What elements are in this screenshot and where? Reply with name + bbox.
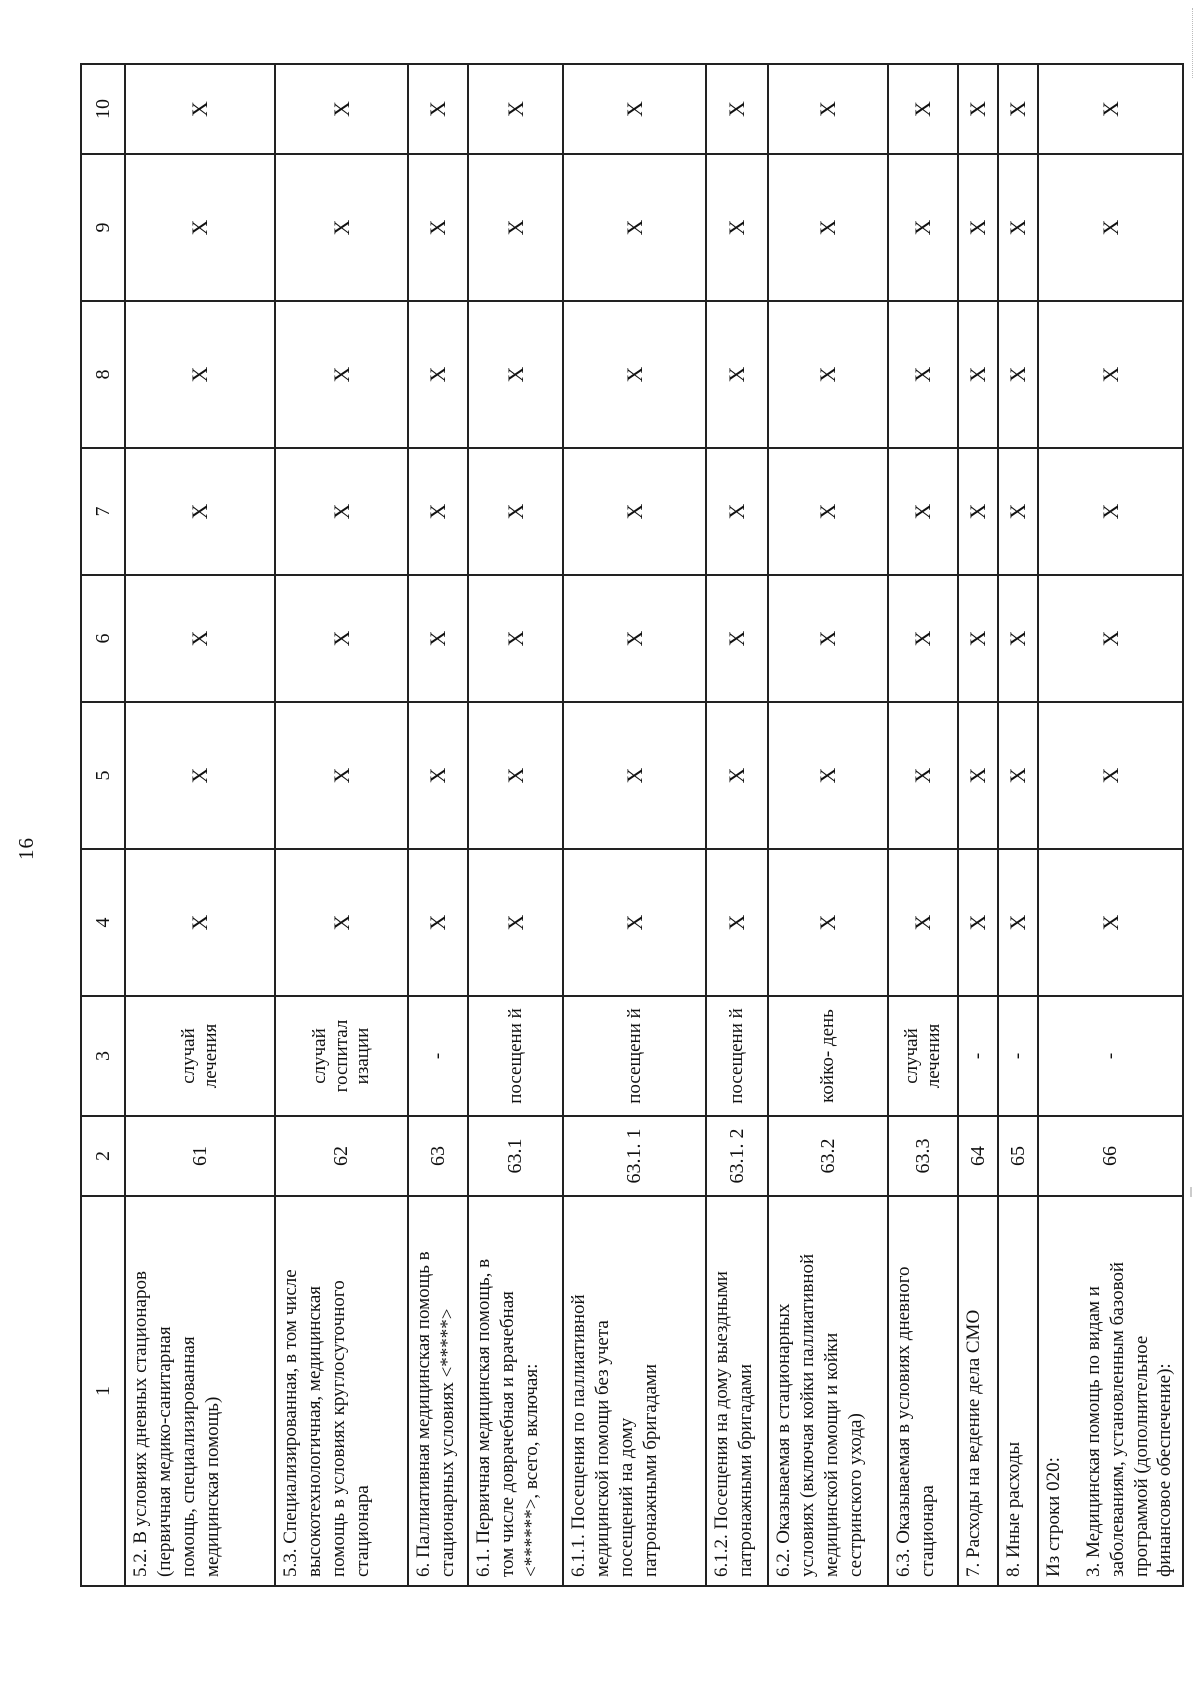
not-applicable-cell: X: [275, 301, 408, 448]
not-applicable-cell: X: [408, 849, 468, 996]
not-applicable-cell: X: [468, 575, 563, 702]
table-row: [125, 64, 275, 1586]
not-applicable-cell: X: [408, 448, 468, 575]
row-code-cell: 63.2: [768, 1116, 888, 1196]
row-name-line: условиях (включая койки паллиативной: [796, 1253, 818, 1577]
not-applicable-cell: X: [468, 64, 563, 154]
row-name-line: 6.1.1. Посещения по паллиативной: [568, 1294, 589, 1577]
not-applicable-cell: X: [768, 702, 888, 849]
row-code-cell: 63: [408, 1116, 468, 1196]
row-name-line: 6. Паллиативная медицинская помощь в: [413, 1251, 434, 1577]
row-code-cell: 66: [1038, 1116, 1183, 1196]
table-row: [468, 64, 563, 1586]
row-name-cell: [958, 1196, 998, 1586]
row-name-line: патронажными бригадами: [734, 1363, 756, 1577]
page-number: 16: [14, 837, 38, 860]
not-applicable-cell: X: [275, 849, 408, 996]
not-applicable-cell: X: [768, 64, 888, 154]
row-unit-cell: койко- день: [768, 996, 888, 1116]
row-name-line: финансовое обеспечение):: [1154, 1363, 1176, 1577]
not-applicable-cell: X: [998, 849, 1038, 996]
not-applicable-cell: X: [563, 702, 706, 849]
not-applicable-cell: X: [958, 448, 998, 575]
row-name-cell: [563, 1196, 706, 1586]
table-row: [275, 64, 408, 1586]
not-applicable-cell: X: [888, 849, 958, 996]
column-header: 6: [81, 575, 125, 702]
not-applicable-cell: X: [998, 575, 1038, 702]
not-applicable-cell: X: [888, 64, 958, 154]
row-code-cell: 63.1: [468, 1116, 563, 1196]
not-applicable-cell: X: [1038, 301, 1183, 448]
row-code-cell: 64: [958, 1116, 998, 1196]
row-name-line: сестринского ухода): [844, 1413, 866, 1577]
row-name-line: 6.1. Первичная медицинская помощь, в: [473, 1258, 494, 1577]
not-applicable-cell: X: [1038, 154, 1183, 301]
row-unit-cell: посещени й: [563, 996, 706, 1116]
not-applicable-cell: X: [768, 849, 888, 996]
table-row: [563, 64, 706, 1586]
row-code-cell: 63.1. 2: [706, 1116, 768, 1196]
row-name-cell: [706, 1196, 768, 1586]
column-header: 3: [81, 996, 125, 1116]
row-name-line: 3. Медицинская помощь по видам и: [1082, 1286, 1104, 1577]
not-applicable-cell: X: [408, 154, 468, 301]
table-row: [768, 64, 888, 1586]
scan-artifact: [1190, 1187, 1192, 1197]
table-row: [1038, 64, 1183, 1586]
row-name-cell: [275, 1196, 408, 1586]
row-name-cell: [768, 1196, 888, 1586]
column-header: 9: [81, 154, 125, 301]
not-applicable-cell: X: [275, 702, 408, 849]
column-header: 8: [81, 301, 125, 448]
not-applicable-cell: X: [958, 575, 998, 702]
not-applicable-cell: X: [563, 575, 706, 702]
not-applicable-cell: X: [125, 849, 275, 996]
not-applicable-cell: X: [958, 849, 998, 996]
not-applicable-cell: X: [888, 154, 958, 301]
row-name-line: помощь в условиях круглосуточного: [327, 1280, 349, 1577]
data-table: [80, 63, 1184, 1587]
not-applicable-cell: X: [998, 448, 1038, 575]
not-applicable-cell: X: [468, 154, 563, 301]
not-applicable-cell: X: [468, 849, 563, 996]
row-unit-cell: случай госпитал изации: [275, 996, 408, 1116]
not-applicable-cell: X: [125, 154, 275, 301]
row-name-cell: [408, 1196, 468, 1586]
not-applicable-cell: X: [275, 154, 408, 301]
row-unit-cell: посещени й: [468, 996, 563, 1116]
row-unit-cell: -: [408, 996, 468, 1116]
row-name-line: стационарных условиях <*****>: [436, 1308, 458, 1577]
not-applicable-cell: X: [706, 849, 768, 996]
row-name-line: медицинской помощи и койки: [820, 1332, 842, 1577]
row-name-cell: [468, 1196, 563, 1586]
not-applicable-cell: X: [408, 64, 468, 154]
row-name-line: высокотехнологичная, медицинская: [303, 1285, 325, 1577]
row-unit-cell: случай лечения: [125, 996, 275, 1116]
row-name-line: стационара: [351, 1485, 373, 1577]
not-applicable-cell: X: [1038, 64, 1183, 154]
not-applicable-cell: X: [468, 448, 563, 575]
not-applicable-cell: X: [275, 448, 408, 575]
row-name-line: 6.2. Оказываемая в стационарных: [773, 1303, 794, 1577]
not-applicable-cell: X: [1038, 448, 1183, 575]
row-name-line: медицинская помощь): [201, 1396, 223, 1577]
not-applicable-cell: X: [888, 448, 958, 575]
row-name-line: <******>, всего, включая:: [520, 1363, 542, 1577]
column-header: 1: [81, 1196, 125, 1586]
not-applicable-cell: X: [468, 702, 563, 849]
not-applicable-cell: X: [958, 301, 998, 448]
row-code-cell: 65: [998, 1116, 1038, 1196]
not-applicable-cell: X: [998, 154, 1038, 301]
not-applicable-cell: X: [1038, 702, 1183, 849]
not-applicable-cell: X: [125, 575, 275, 702]
row-name-line: Из строки 020:: [1043, 1457, 1064, 1577]
table-row: [706, 64, 768, 1586]
row-name-line: 5.2. В условиях дневных стационаров: [130, 1271, 151, 1577]
row-code-cell: 61: [125, 1116, 275, 1196]
row-name-line: стационара: [916, 1485, 938, 1577]
not-applicable-cell: X: [275, 64, 408, 154]
not-applicable-cell: X: [275, 575, 408, 702]
scan-artifact: [1192, 8, 1196, 78]
not-applicable-cell: X: [706, 301, 768, 448]
not-applicable-cell: X: [706, 64, 768, 154]
not-applicable-cell: X: [706, 154, 768, 301]
column-header: 5: [81, 702, 125, 849]
column-header: 10: [81, 64, 125, 154]
table-body: [125, 64, 1183, 1586]
not-applicable-cell: X: [563, 448, 706, 575]
row-name-line: 6.1.2. Посещения на дому выездными: [711, 1271, 732, 1577]
not-applicable-cell: X: [998, 301, 1038, 448]
not-applicable-cell: X: [768, 575, 888, 702]
not-applicable-cell: X: [768, 448, 888, 575]
not-applicable-cell: X: [408, 575, 468, 702]
row-name-cell: [888, 1196, 958, 1586]
not-applicable-cell: X: [768, 301, 888, 448]
header-row: [81, 64, 125, 1586]
not-applicable-cell: X: [888, 575, 958, 702]
row-name-line: 7. Расходы на ведение дела СМО: [963, 1309, 984, 1577]
row-code-cell: 63.3: [888, 1116, 958, 1196]
not-applicable-cell: X: [706, 702, 768, 849]
row-name-line: посещений на дому: [615, 1417, 637, 1577]
not-applicable-cell: X: [125, 64, 275, 154]
column-header: 4: [81, 849, 125, 996]
not-applicable-cell: X: [408, 301, 468, 448]
not-applicable-cell: X: [563, 154, 706, 301]
table-container: [80, 65, 1176, 1587]
row-unit-cell: случай лечения: [888, 996, 958, 1116]
not-applicable-cell: X: [958, 154, 998, 301]
row-code-cell: 62: [275, 1116, 408, 1196]
row-name-line: 5.3. Специализированная, в том числе: [280, 1269, 301, 1577]
row-name-line: 6.3. Оказываемая в условиях дневного: [893, 1266, 914, 1577]
row-name-cell: [998, 1196, 1038, 1586]
not-applicable-cell: X: [468, 301, 563, 448]
row-unit-cell: -: [998, 996, 1038, 1116]
table-row: [958, 64, 998, 1586]
not-applicable-cell: X: [706, 448, 768, 575]
not-applicable-cell: X: [958, 702, 998, 849]
table-row: [408, 64, 468, 1586]
not-applicable-cell: X: [998, 64, 1038, 154]
row-unit-cell: -: [958, 996, 998, 1116]
row-name-line: заболеваниям, установленным базовой: [1106, 1261, 1128, 1577]
row-name-line: медицинской помощи без учета: [591, 1320, 613, 1577]
not-applicable-cell: X: [888, 301, 958, 448]
row-name-line: помощь, специализированная: [177, 1336, 199, 1577]
row-unit-cell: -: [1038, 996, 1183, 1116]
table-row: [998, 64, 1038, 1586]
column-header: 7: [81, 448, 125, 575]
not-applicable-cell: X: [125, 448, 275, 575]
row-name-line: патронажными бригадами: [639, 1363, 661, 1577]
not-applicable-cell: X: [1038, 849, 1183, 996]
row-unit-cell: посещени й: [706, 996, 768, 1116]
row-name-line: том числе доврачебная и врачебная: [496, 1291, 518, 1577]
row-name-line: программой (дополнительное: [1130, 1335, 1152, 1577]
column-header: 2: [81, 1116, 125, 1196]
row-name-cell: [1038, 1196, 1183, 1586]
table-row: [888, 64, 958, 1586]
not-applicable-cell: X: [563, 301, 706, 448]
not-applicable-cell: X: [706, 575, 768, 702]
not-applicable-cell: X: [125, 702, 275, 849]
row-name-line: 8. Иные расходы: [1003, 1441, 1024, 1577]
not-applicable-cell: X: [888, 702, 958, 849]
row-code-cell: 63.1. 1: [563, 1116, 706, 1196]
not-applicable-cell: X: [563, 64, 706, 154]
not-applicable-cell: X: [958, 64, 998, 154]
not-applicable-cell: X: [563, 849, 706, 996]
not-applicable-cell: X: [768, 154, 888, 301]
not-applicable-cell: X: [1038, 575, 1183, 702]
not-applicable-cell: X: [998, 702, 1038, 849]
not-applicable-cell: X: [125, 301, 275, 448]
not-applicable-cell: X: [408, 702, 468, 849]
row-name-line: (первичная медико-санитарная: [153, 1326, 175, 1577]
row-name-cell: [125, 1196, 275, 1586]
